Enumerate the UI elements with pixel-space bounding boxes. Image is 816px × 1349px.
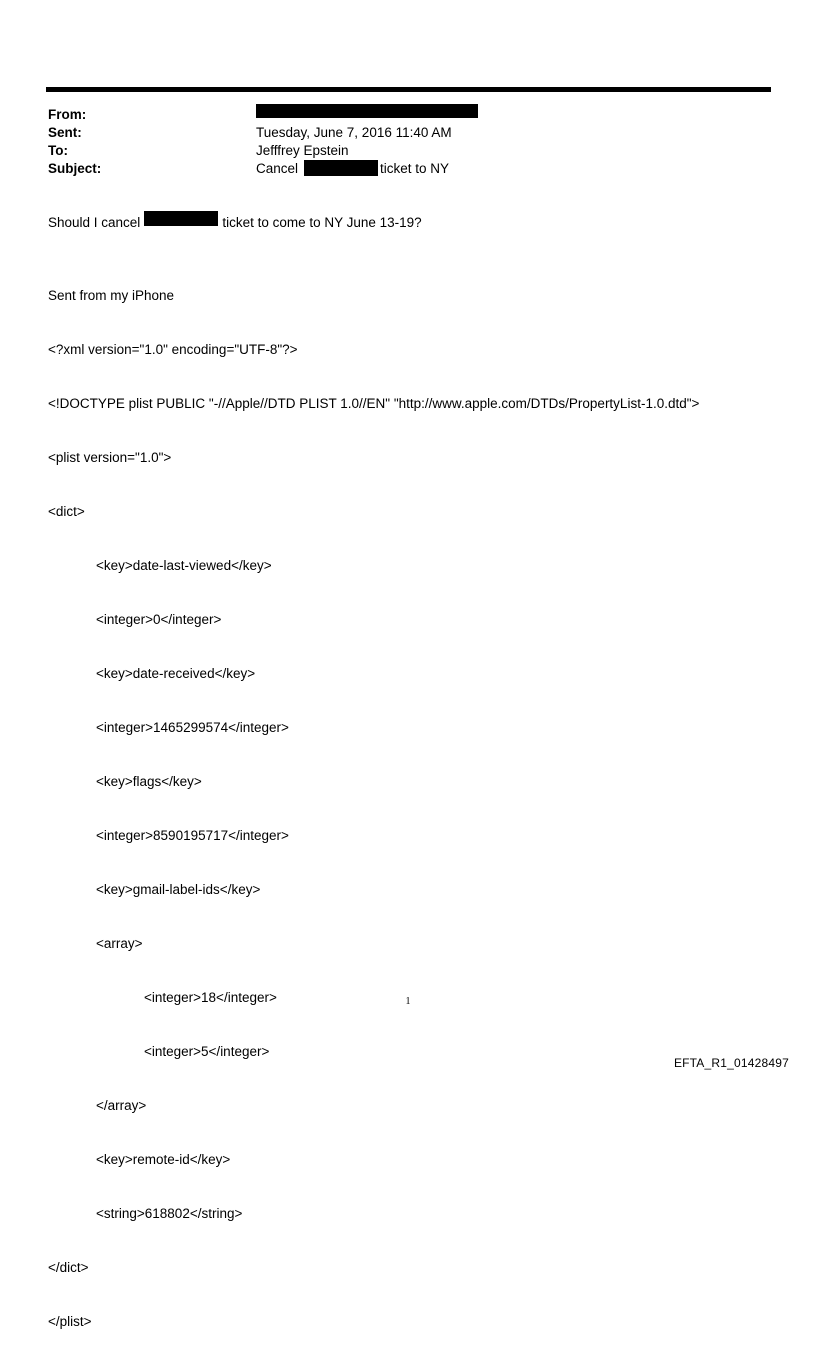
page-number: 1 xyxy=(405,996,411,1007)
subject-value xyxy=(256,160,449,178)
plist-line: </dict> xyxy=(48,1260,89,1275)
sent-label: Sent: xyxy=(48,125,82,140)
from-value xyxy=(256,106,478,124)
plist-line: <dict> xyxy=(48,504,85,519)
plist-line: </array> xyxy=(96,1098,147,1113)
plist-line: <key>remote-id</key> xyxy=(96,1152,231,1167)
plist-line: <?xml version="1.0" encoding="UTF-8"?> xyxy=(48,342,298,357)
to-value: Jefffrey Epstein xyxy=(256,143,349,158)
redaction-box xyxy=(304,160,378,176)
from-label: From: xyxy=(48,107,87,122)
plist-line: <array> xyxy=(96,936,143,951)
subject-suffix: ticket to NY xyxy=(380,161,450,176)
plist-line: <plist version="1.0"> xyxy=(48,450,172,465)
bates-number: EFTA_R1_01428497 xyxy=(673,1056,789,1070)
subject-label: Subject: xyxy=(48,161,102,176)
plist-line: </plist> xyxy=(48,1314,92,1329)
question-suffix: ticket to come to NY June 13-19? xyxy=(222,215,422,230)
signature-line: Sent from my iPhone xyxy=(48,288,175,303)
plist-line: <key>flags</key> xyxy=(96,774,202,789)
plist-line: <key>date-received</key> xyxy=(96,666,256,681)
plist-line: <integer>0</integer> xyxy=(96,612,222,627)
sent-row xyxy=(48,124,748,142)
to-label: To: xyxy=(48,143,68,158)
body-question xyxy=(48,214,748,232)
subject-row xyxy=(48,160,748,178)
header-rule xyxy=(46,87,771,92)
from-row xyxy=(48,106,748,124)
subject-prefix: Cancel xyxy=(256,161,299,176)
sent-value: Tuesday, June 7, 2016 11:40 AM xyxy=(256,125,452,140)
plist-line: <integer>5</integer> xyxy=(144,1044,270,1059)
redaction-box xyxy=(256,104,478,118)
plist-block xyxy=(48,251,748,1349)
email-header xyxy=(48,106,748,178)
redaction-box xyxy=(144,211,218,226)
question-prefix: Should I cancel xyxy=(48,215,141,230)
email-body xyxy=(48,214,748,232)
plist-line: <integer>18</integer> xyxy=(144,990,277,1005)
to-row xyxy=(48,142,748,160)
plist-line: <string>618802</string> xyxy=(96,1206,243,1221)
plist-line: <!DOCTYPE plist PUBLIC "-//Apple//DTD PLIST 1.0//EN" "http://www.apple.com/DTDs/PropertyList-1.0.dtd"> xyxy=(48,396,700,411)
plist-line: <integer>1465299574</integer> xyxy=(96,720,289,735)
plist-line: <key>date-last-viewed</key> xyxy=(96,558,272,573)
plist-line: <integer>8590195717</integer> xyxy=(96,828,289,843)
plist-line: <key>gmail-label-ids</key> xyxy=(96,882,261,897)
